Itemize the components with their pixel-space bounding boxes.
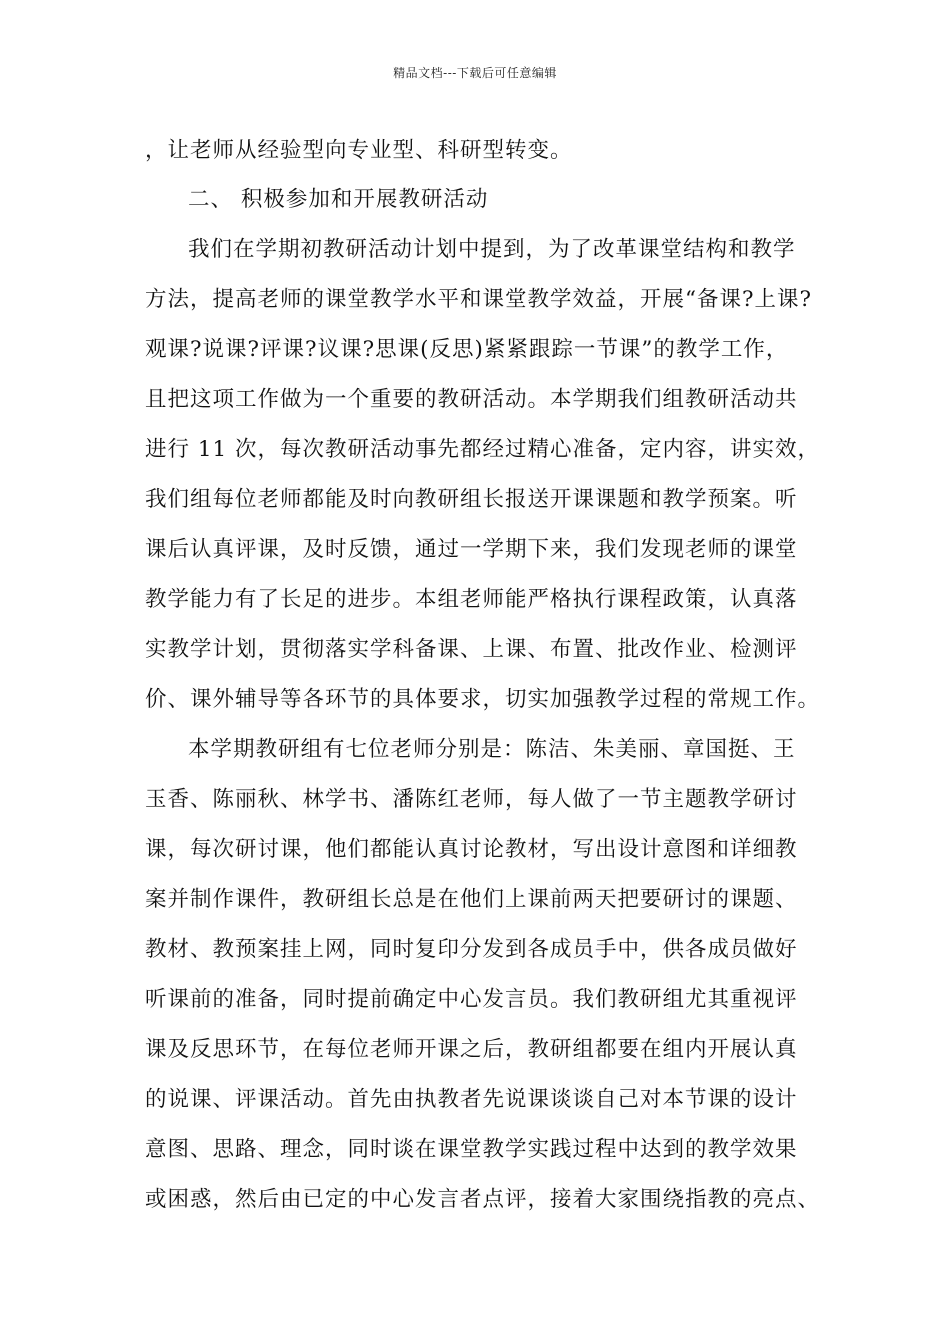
text-line: 我们组每位老师都能及时向教研组长报送开课课题和教学预案。听 <box>145 487 798 512</box>
text-line: 教学能力有了长足的进步。本组老师能严格执行课程政策，认真落 <box>145 587 798 612</box>
text-line: 本学期教研组有七位老师分别是：陈洁、朱美丽、章国挺、王 <box>188 737 796 762</box>
text-line: 课及反思环节，在每位老师开课之后，教研组都要在组内开展认真 <box>145 1037 798 1062</box>
text-line: 且把这项工作做为一个重要的教研活动。本学期我们组教研活动共 <box>145 387 798 412</box>
text-line: 价、课外辅导等各环节的具体要求，切实加强教学过程的常规工作。 <box>145 687 821 712</box>
text-line: 实教学计划，贯彻落实学科备课、上课、布置、批改作业、检测评 <box>145 637 798 662</box>
text-line: 玉香、陈丽秋、林学书、潘陈红老师，每人做了一节主题教学研讨 <box>145 787 798 812</box>
text-line: 意图、思路、理念，同时谈在课堂教学实践过程中达到的教学效果 <box>145 1137 798 1162</box>
text-line: 我们在学期初教研活动计划中提到，为了改革课堂结构和教学 <box>188 237 796 262</box>
text-line: 教材、教预案挂上网，同时复印分发到各成员手中，供各成员做好 <box>145 937 798 962</box>
text-line: 进行 11 次，每次教研活动事先都经过精心准备，定内容，讲实效， <box>145 437 821 462</box>
text-line: 课后认真评课，及时反馈，通过一学期下来，我们发现老师的课堂 <box>145 537 798 562</box>
text-line: 课，每次研讨课，他们都能认真讨论教材，写出设计意图和详细教 <box>145 837 798 862</box>
text-line: 或困惑，然后由已定的中心发言者点评，接着大家围绕指教的亮点、 <box>145 1187 821 1212</box>
section-heading: 二、 积极参加和开展教研活动 <box>188 187 489 212</box>
text-line: 方法，提高老师的课堂教学水平和课堂教学效益，开展“备课?上课? <box>145 287 813 312</box>
page-header: 精品文档---下载后可任意编辑 <box>393 66 557 80</box>
text-line: ，让老师从经验型向专业型、科研型转变。 <box>145 138 573 163</box>
text-line: 的说课、评课活动。首先由执教者先说课谈谈自己对本节课的设计 <box>145 1087 798 1112</box>
text-line: 观课?说课?评课?议课?思课(反思)紧紧跟踪一节课”的教学工作， <box>145 337 789 362</box>
text-line: 案并制作课件，教研组长总是在他们上课前两天把要研讨的课题、 <box>145 887 798 912</box>
text-line: 听课前的准备，同时提前确定中心发言员。我们教研组尤其重视评 <box>145 987 798 1012</box>
